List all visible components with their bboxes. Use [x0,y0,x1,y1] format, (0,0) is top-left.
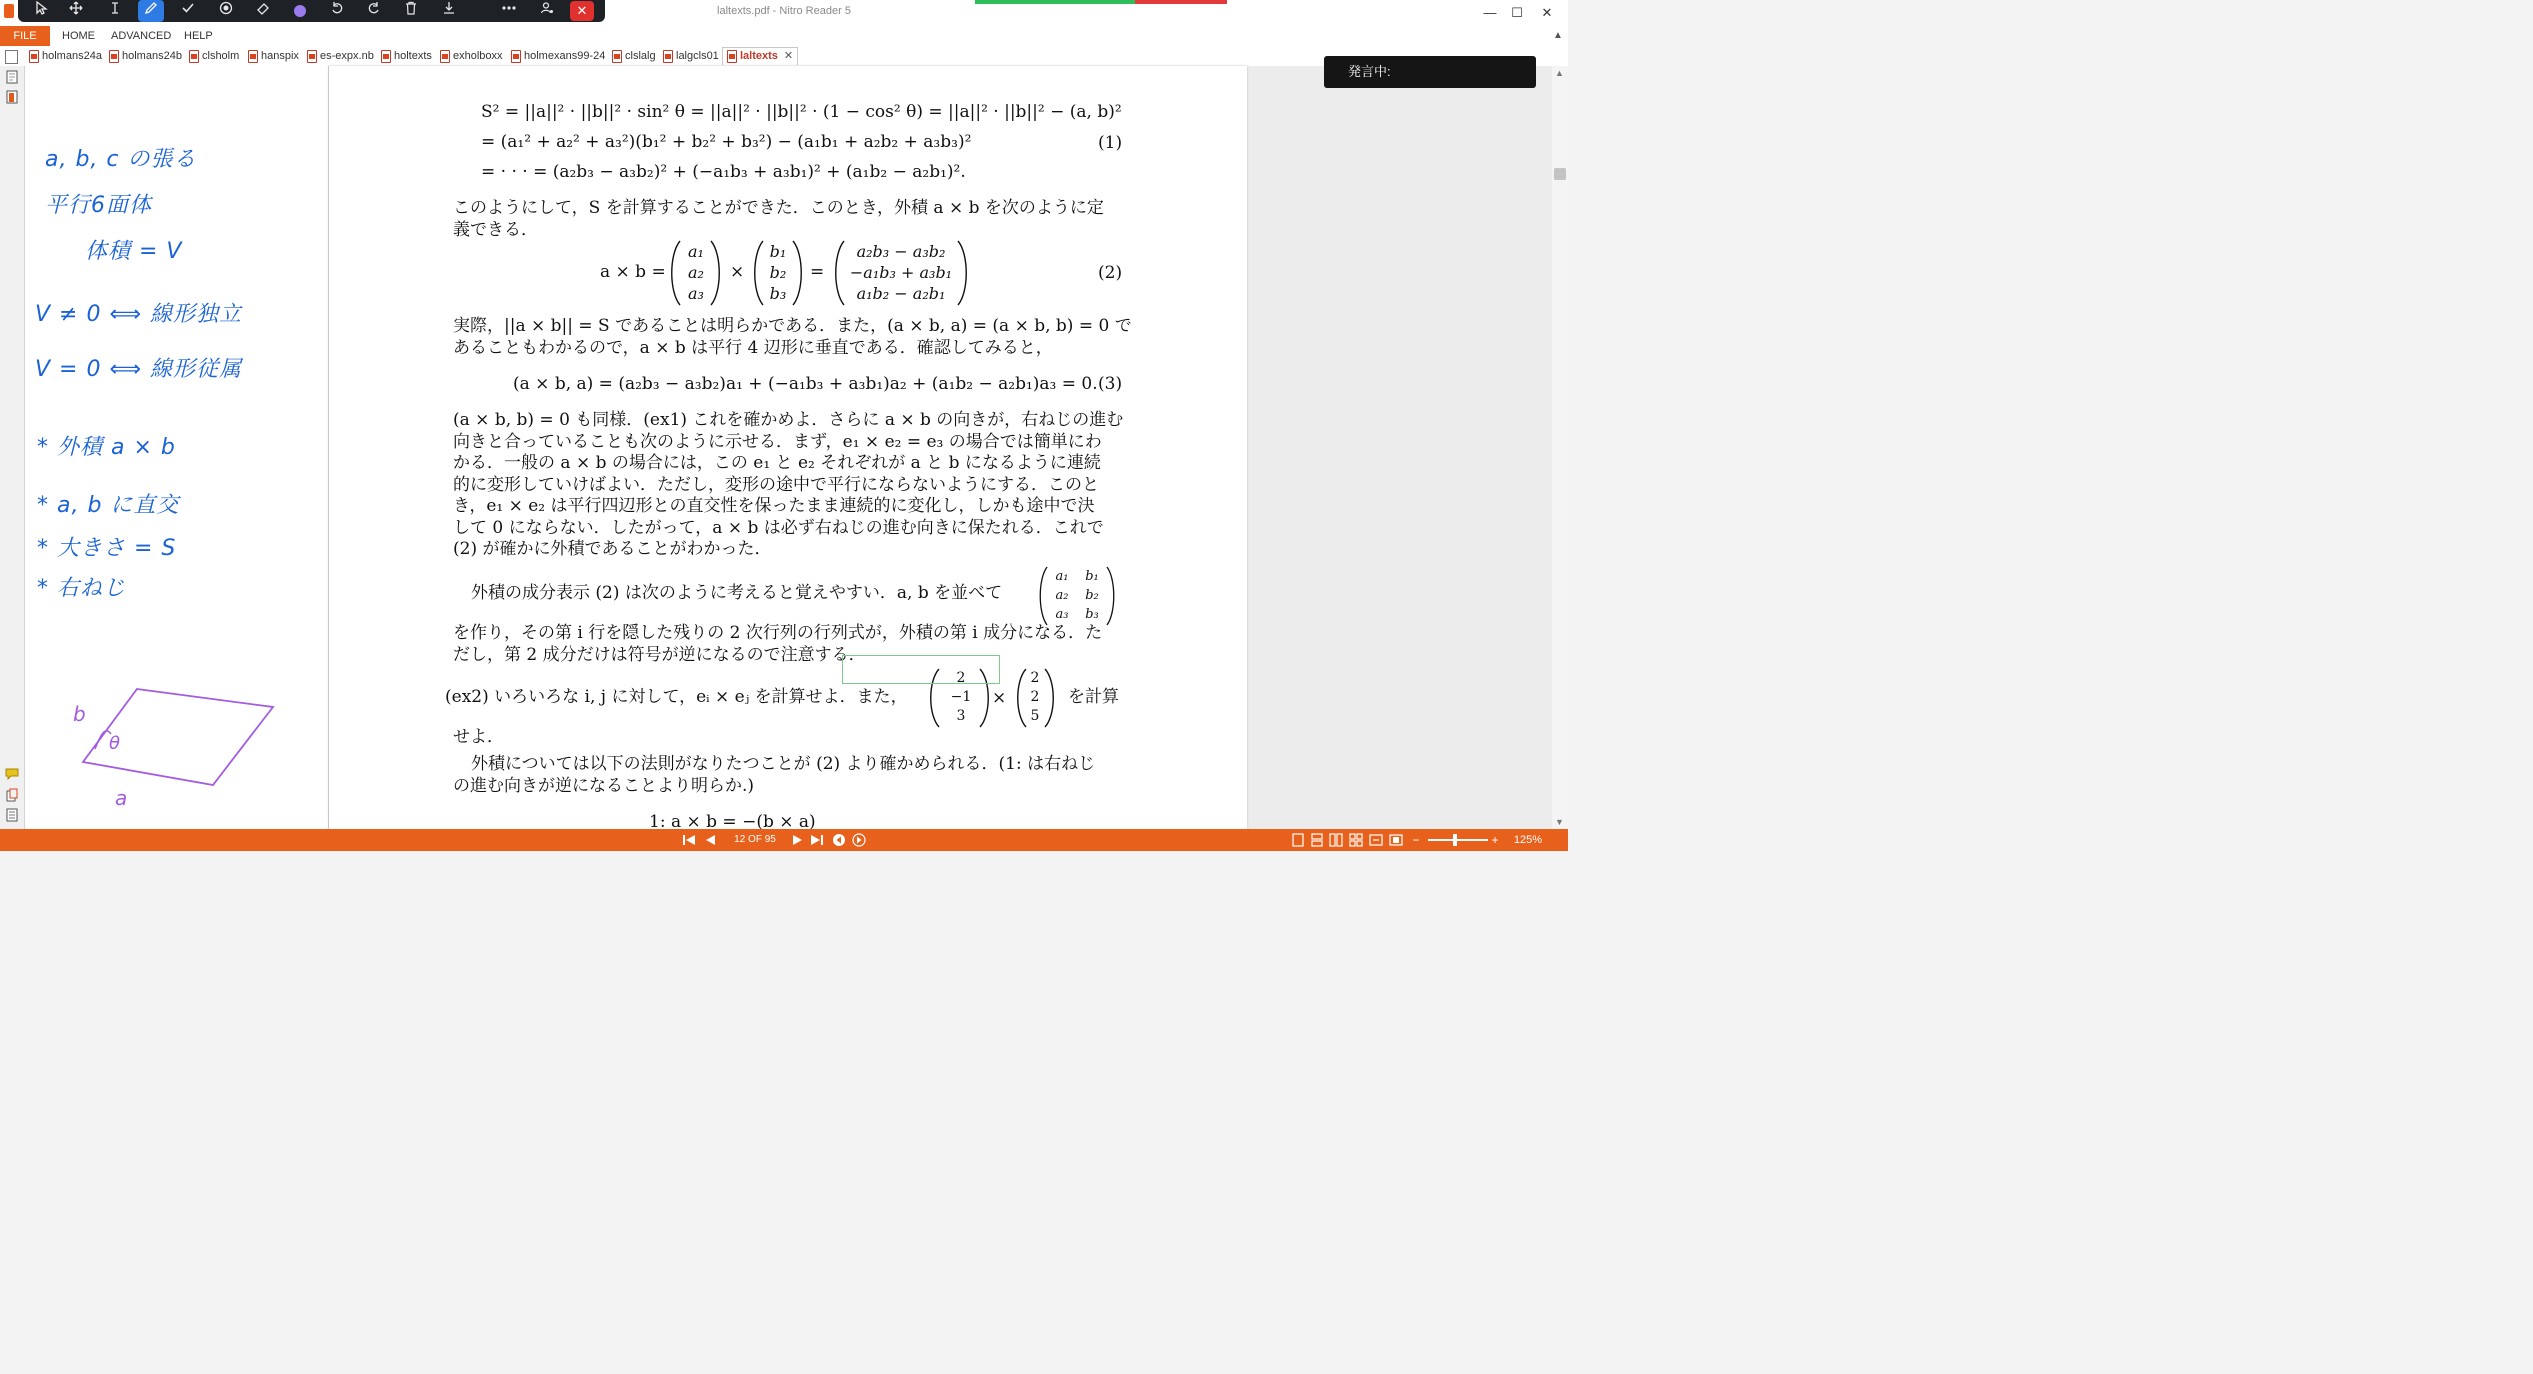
single-page-icon[interactable] [1290,829,1306,851]
tab-holmans24b[interactable]: holmans24b [109,48,182,65]
note-line: * a, b に直交 [37,493,180,518]
tab-hanspix[interactable]: hanspix [248,48,299,65]
zoom-level[interactable]: 125% [1513,834,1543,846]
vector-b-2: b₂ [769,263,787,282]
bookmarks-panel-icon[interactable] [5,90,19,104]
note-line: 平行6面体 [45,193,152,218]
sketch-label-a: a [115,786,129,810]
comments-panel-icon[interactable] [5,768,19,782]
ex2-vector-2: 5 [1030,708,1040,724]
window-title: laltexts.pdf - Nitro Reader 5 [717,5,851,17]
equation-2-number: (2) [1098,263,1123,283]
selection-rectangle[interactable] [842,655,1000,684]
maximize-button[interactable]: ☐ [1511,5,1523,20]
minimize-button[interactable]: — [1483,5,1497,20]
pdf-file-icon [612,50,622,63]
paragraph-line: 実際，||a × b|| = S であることは明らかである．また，(a × b, a) = (a × b, b) = 0 で [453,316,1132,336]
pdf-file-icon [307,50,317,63]
pointer-icon[interactable] [28,0,54,22]
sketch-label-theta: θ [109,733,122,754]
left-paren-icon [1037,566,1049,626]
ex2-vector-1: −1 [950,689,972,705]
paragraph-line: このようにして，S を計算することができた．このとき，外積 a × b を次のように定 [453,198,1104,218]
law-1: 1: a × b = −(b × a) [649,812,816,829]
move-icon[interactable] [63,0,89,22]
meeting-status-bar-green [975,0,1135,4]
tab-es-expx[interactable]: es-expx.nb [307,48,374,65]
tab-clslalg[interactable]: clslalg [612,48,656,65]
prev-page-icon[interactable] [701,829,719,851]
tab-holtexts[interactable]: holtexts [381,48,432,65]
result-component-3: a₁b₂ − a₂b₁ [856,284,946,303]
result-component-1: a₂b₃ − a₃b₂ [856,242,946,261]
vertical-scrollbar[interactable] [1552,66,1568,829]
menu-help[interactable]: HELP [184,30,213,42]
pdf-file-icon [440,50,450,63]
equation-1-line-3: = · · · = (a₂b₃ − a₃b₂)² + (−a₁b₃ + a₃b₁)² + (a₁b₂ − a₂b₁)². [481,162,966,182]
paragraph-line: 向きと合っていることも次のように示せる．まず，e₁ × e₂ = e₃ の場合では簡単にわ [453,432,1102,452]
tab-holmans24a[interactable]: holmans24a [29,48,102,65]
ex2-vector-2: 2 [1030,670,1040,686]
paragraph-line: だし，第 2 成分だけは符号が逆になるので注意する． [453,645,866,665]
parallelogram-sketch [25,66,328,829]
meeting-status-bar-red [1135,0,1227,4]
ex2-vector-1: 3 [956,708,966,724]
tab-holmexans99-24[interactable]: holmexans99-24 [511,48,605,65]
download-icon[interactable] [436,0,462,22]
forward-icon[interactable] [850,829,868,851]
paragraph-line: かる．一般の a × b の場合には，この e₁ と e₂ それぞれが a と b になるように連続 [453,453,1101,473]
fit-width-icon[interactable] [1368,829,1384,851]
ribbon-collapse-icon[interactable]: ▲ [1553,30,1563,41]
right-paren-icon [1105,566,1117,626]
pdf-file-icon [189,50,199,63]
layers-panel-icon[interactable] [5,808,19,822]
tab-close-icon[interactable]: ✕ [783,50,794,62]
pdf-file-icon [109,50,119,63]
speaking-label: 発言中: [1348,64,1391,79]
ex2-vector-1: 2 [956,670,966,686]
sketch-label-b: b [73,702,87,726]
zoom-slider-track[interactable] [1428,839,1488,841]
exercise-2-text: (ex2) いろいろな i, j に対して，eᵢ × eⱼ を計算せよ．また， [445,687,908,707]
fit-page-icon[interactable] [1388,829,1404,851]
equation-2-lhs: a × b = [600,262,666,282]
note-line: V ≠ 0 ⟺ 線形独立 [35,302,242,327]
paragraph-line: の進む向きが逆になることより明らか.) [453,776,755,796]
vector-a-3: a₃ [688,284,704,303]
tab-list-icon[interactable] [5,50,18,64]
pdf-page[interactable] [329,66,1247,829]
redo-icon[interactable] [361,0,387,22]
pdf-file-icon [663,50,673,63]
matrix-cell: a₂ [1055,588,1069,603]
next-page-icon[interactable] [789,829,807,851]
vector-b-1: b₁ [769,242,787,261]
paragraph-line: (2) が確かに外積であることがわかった． [453,539,772,559]
scroll-down-icon[interactable]: ▼ [1555,817,1564,827]
menu-bar [0,26,1568,46]
tab-lalgcls01[interactable]: lalgcls01 [663,48,719,65]
pdf-file-icon [29,50,39,63]
last-page-icon[interactable] [808,829,826,851]
attachments-panel-icon[interactable] [5,788,19,802]
note-line: 体積 = V [85,239,183,264]
right-paren-icon [791,240,805,306]
zoom-slider-thumb[interactable] [1453,834,1457,846]
zoom-in-button[interactable]: + [1491,833,1499,847]
handwritten-notes-panel[interactable] [25,66,329,829]
paragraph-line: 外積の成分表示 (2) は次のように考えると覚えやすい．a, b を並べて [471,583,1003,603]
pdf-file-icon [727,50,737,63]
equation-3-number: (3) [1098,374,1123,394]
note-line: V = 0 ⟺ 線形従属 [35,357,242,382]
right-paren-icon [709,240,723,306]
result-component-2: −a₁b₃ + a₃b₁ [849,263,953,282]
toolbar-close-icon[interactable]: ✕ [570,1,594,21]
matrix-cell: a₁ [1055,569,1069,584]
continuous-icon[interactable] [1309,829,1325,851]
note-line: * 右ねじ [37,576,126,601]
scrollbar-thumb[interactable] [1554,168,1566,180]
tab-exholboxx[interactable]: exholboxx [440,48,503,65]
paragraph-line: 義できる． [453,220,538,240]
speaking-indicator [1324,56,1536,88]
zoom-out-button[interactable]: − [1412,833,1420,847]
equation-1-line-2: = (a₁² + a₂² + a₃²)(b₁² + b₂² + b₃²) − (a₁b₁ + a₂b₂ + a₃b₃)² [481,132,972,152]
equation-1-line-1: S² = ||a||² · ||b||² · sin² θ = ||a||² · ||b||² · (1 − cos² θ) = ||a||² · ||b||² − (a, b)² [481,102,1122,122]
note-line: a, b, c の張る [45,147,197,172]
menu-advanced[interactable]: ADVANCED [111,30,172,42]
paragraph-line: を作り，その第 i 行を隠した残りの 2 次行列の行列式が，外積の第 i 成分になる．た [453,623,1103,643]
user-settings-icon[interactable] [534,0,560,22]
menu-home[interactable]: HOME [62,30,95,42]
left-panel-strip [0,66,25,829]
check-icon[interactable] [175,0,201,22]
stamp-icon[interactable] [213,0,239,22]
pdf-file-icon [248,50,258,63]
file-menu[interactable]: FILE [0,26,50,46]
paragraph-line: (a × b, b) = 0 も同様．(ex1) これを確かめよ．さらに a × b の向きが，右ねじの進む [453,410,1124,430]
tab-clsholm[interactable]: clsholm [189,48,239,65]
vector-a-2: a₂ [688,263,704,282]
scroll-up-icon[interactable]: ▲ [1555,68,1564,78]
note-line: * 大きさ = S [37,536,177,561]
more-icon[interactable] [496,0,522,22]
first-page-icon[interactable] [680,829,698,851]
right-paren-icon [956,240,970,306]
equation-3: (a × b, a) = (a₂b₃ − a₃b₂)a₁ + (−a₁b₃ + a₃b₁)a₂ + (a₁b₂ − a₂b₁)a₃ = 0. [513,374,1098,394]
note-line: * 外積 a × b [37,435,176,460]
paragraph-line: き，e₁ × e₂ は平行四辺形との直交性を保ったまま連続的に変化し，しかも途中で決 [453,496,1095,516]
equation-1-number: (1) [1098,133,1123,153]
pdf-file-icon [381,50,391,63]
close-window-button[interactable]: ✕ [1541,5,1553,20]
matrix-cell: b₃ [1085,607,1099,622]
matrix-cell: a₃ [1055,607,1069,622]
times-symbol: × [992,688,1007,708]
ex2-vector-2: 2 [1030,689,1040,705]
right-paren-icon [1043,668,1057,728]
trash-icon[interactable] [398,0,424,22]
text-cursor-icon[interactable] [102,0,128,22]
pen-icon[interactable] [138,0,164,22]
vector-a-1: a₁ [688,242,704,261]
back-icon[interactable] [830,829,848,851]
paragraph-line: せよ． [453,727,504,747]
vector-b-3: b₃ [769,284,787,303]
matrix-cell: b₂ [1085,588,1099,603]
color-icon[interactable] [294,5,306,17]
exercise-2-end: を計算 [1068,687,1119,707]
equals-symbol: = [810,262,825,282]
paragraph-line: 外積については以下の法則がなりたつことが (2) より確かめられる．(1: は右ねじ [471,754,1096,774]
paragraph-line: 的に変形していけばよい．ただし，変形の途中で平行にならないようにする．このと [453,475,1099,495]
facing-continuous-icon[interactable] [1348,829,1364,851]
facing-icon[interactable] [1328,829,1344,851]
page-number-field[interactable]: 12 OF 95 [734,834,776,845]
pages-panel-icon[interactable] [5,70,19,84]
undo-icon[interactable] [324,0,350,22]
eraser-icon[interactable] [250,0,276,22]
tab-laltexts[interactable]: laltexts ✕ [722,47,798,65]
left-paren-icon [668,240,682,306]
matrix-cell: b₁ [1085,569,1099,584]
paragraph-line: して 0 にならない．したがって，a × b は必ず右ねじの進む向きに保たれる．これで [453,518,1104,538]
times-symbol: × [730,262,745,282]
pdf-file-icon [511,50,521,63]
paragraph-line: あることもわかるので，a × b は平行 4 辺形に垂直である．確認してみると， [453,338,1053,358]
